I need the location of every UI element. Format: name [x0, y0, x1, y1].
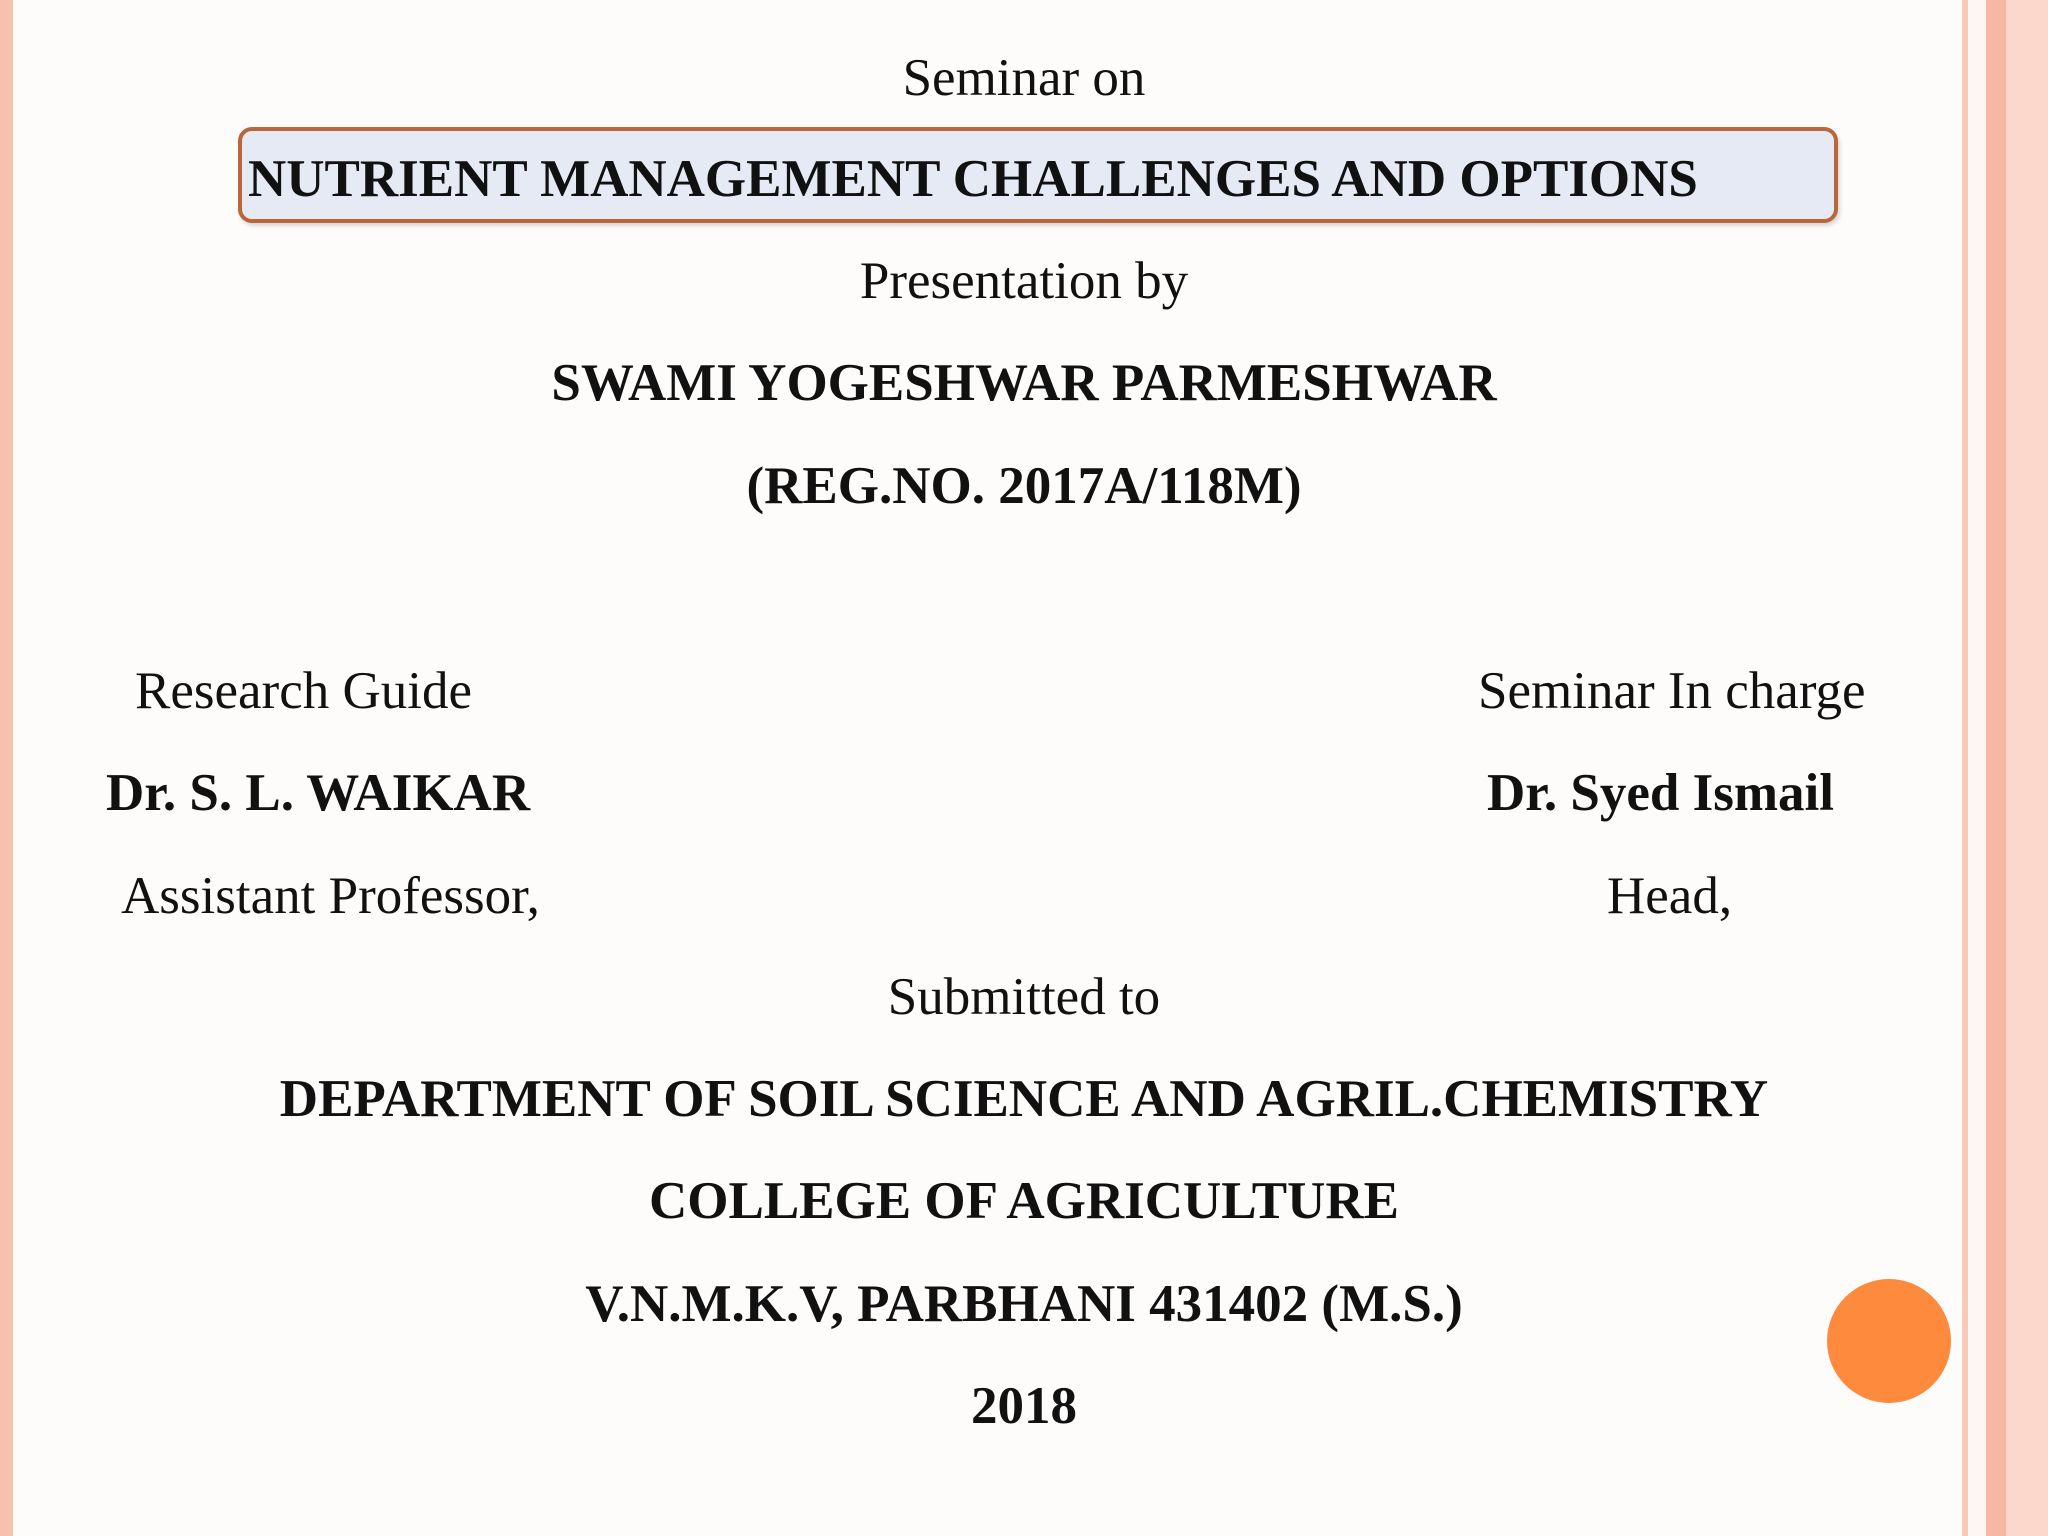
year: 2018 [971, 1377, 1077, 1435]
right-decorative-stripe-gap [1968, 0, 1986, 1536]
guide-role: Research Guide [135, 662, 472, 720]
incharge-name: Dr. Syed Ismail [1487, 764, 1835, 822]
guide-name: Dr. S. L. WAIKAR [106, 764, 531, 822]
guide-designation: Assistant Professor, [121, 867, 540, 925]
orange-circle-decoration [1827, 1279, 1951, 1403]
university-name: V.N.M.K.V, PARBHANI 431402 (M.S.) [585, 1275, 1463, 1333]
presenter-reg-number: (REG.NO. 2017A/118M) [746, 457, 1302, 515]
seminar-on-label: Seminar on [902, 49, 1146, 107]
department-name: DEPARTMENT OF SOIL SCIENCE AND AGRIL.CHEMISTRY [279, 1070, 1769, 1128]
incharge-role: Seminar In charge [1478, 662, 1866, 720]
left-decorative-stripe [0, 0, 13, 1536]
presentation-by-label: Presentation by [859, 252, 1189, 310]
title-box [238, 127, 1838, 223]
college-name: COLLEGE OF AGRICULTURE [648, 1172, 1400, 1230]
incharge-designation: Head, [1607, 867, 1733, 925]
seminar-title: NUTRIENT MANAGEMENT CHALLENGES AND OPTIONS [248, 150, 1698, 208]
right-decorative-stripe-inner [1986, 0, 2006, 1536]
presenter-name: SWAMI YOGESHWAR PARMESHWAR [551, 354, 1497, 412]
right-decorative-stripe-outer [2006, 0, 2048, 1536]
submitted-to-label: Submitted to [887, 968, 1161, 1026]
